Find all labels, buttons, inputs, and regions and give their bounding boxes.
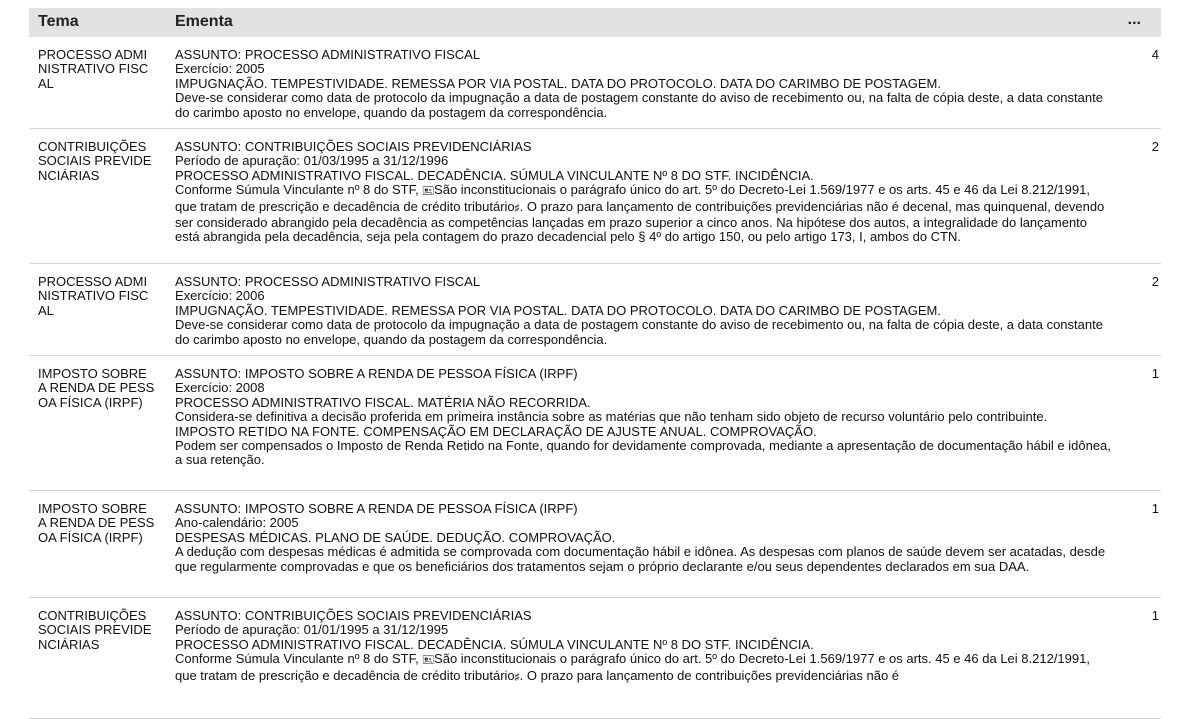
ementa-line: ASSUNTO: CONTRIBUIÇÕES SOCIAIS PREVIDENCIÁRIAS — [175, 608, 532, 623]
ementa-line: PROCESSO ADMINISTRATIVO FISCAL. DECADÊNCIA. SÚMULA VINCULANTE Nº 8 DO STF. INCIDÊNCIA. — [175, 636, 814, 652]
ementa-line: Considera-se definitiva a decisão proferida em primeira instância sobre as matérias que não tenham sido objeto de recurso voluntário pelo contribuinte. — [175, 409, 1048, 425]
table-row[interactable] — [29, 129, 1161, 264]
row-count: 1 — [1151, 501, 1159, 516]
ementa-line: Exercício: 2006 — [175, 288, 265, 304]
ementa-line: ASSUNTO: PROCESSO ADMINISTRATIVO FISCAL — [175, 274, 481, 289]
ementa-line: Período de apuração: 01/03/1995 a 31/12/1996 — [175, 153, 449, 169]
row-count: 2 — [1151, 139, 1159, 154]
table-row[interactable] — [29, 37, 1161, 129]
ementa-line: Ano-calendário: 2005 — [175, 515, 299, 531]
quote-close-icon: ♯ — [514, 671, 520, 683]
ementa-line: IMPUGNAÇÃO. TEMPESTIVIDADE. REMESSA POR VIA POSTAL. DATA DO PROTOCOLO. DATA DO CARIMBO DE POSTAGEM. — [175, 302, 941, 318]
row-tema: CONTRIBUIÇÕES SOCIAIS PREVIDENCIÁRIAS — [38, 608, 152, 652]
ementa-line: A dedução com despesas médicas é admitida se comprovada com documentação hábil e idônea. As despesas com planos de saúde devem ser acatadas, desde que regularmente comprovadas e que os beneficiários dos tratamentos sejam o próprio declarante e/ou seus dependentes declarados em sua DAA. — [175, 544, 1106, 574]
ementa-line: Podem ser compensados o Imposto de Renda Retido na Fonte, quando for devidamente comprovada, mediante a apresentação de documentação hábil e idônea, a sua retenção. — [175, 438, 1111, 468]
row-tema: IMPOSTO SOBRE A RENDA DE PESSOA FÍSICA (IRPF) — [38, 366, 155, 410]
ementa-line: IMPOSTO RETIDO NA FONTE. COMPENSAÇÃO EM DECLARAÇÃO DE AJUSTE ANUAL. COMPROVAÇÃO. — [175, 423, 817, 439]
ementa-paragraph — [175, 652, 1115, 685]
ementa-text: Conforme Súmula Vinculante nº 8 do STF, — [175, 651, 423, 667]
row-ementa — [175, 275, 1115, 347]
row-tema: CONTRIBUIÇÕES SOCIAIS PREVIDENCIÁRIAS — [38, 139, 152, 183]
row-count: 2 — [1151, 274, 1159, 289]
table-header — [29, 8, 1161, 37]
ementa-line: ASSUNTO: CONTRIBUIÇÕES SOCIAIS PREVIDENCIÁRIAS — [175, 139, 532, 154]
ementa-line: Deve-se considerar como data de protocolo da impugnação a data de postagem constante do aviso de recebimento ou, na falta de cópia deste, a data constante do carimbo aposto no envelope, quando da postagem da correspondência. — [175, 90, 1103, 120]
ementa-paragraph — [175, 183, 1115, 245]
ementa-line: PROCESSO ADMINISTRATIVO FISCAL. DECADÊNCIA. SÚMULA VINCULANTE Nº 8 DO STF. INCIDÊNCIA. — [175, 167, 814, 183]
ementa-line: IMPUGNAÇÃO. TEMPESTIVIDADE. REMESSA POR VIA POSTAL. DATA DO PROTOCOLO. DATA DO CARIMBO DE POSTAGEM. — [175, 75, 941, 91]
ementa-line: ASSUNTO: IMPOSTO SOBRE A RENDA DE PESSOA FÍSICA (IRPF) — [175, 501, 578, 516]
row-tema: IMPOSTO SOBRE A RENDA DE PESSOA FÍSICA (IRPF) — [38, 501, 155, 545]
ementa-line: Exercício: 2005 — [175, 61, 265, 77]
ementa-text: Conforme Súmula Vinculante nº 8 do STF, — [175, 182, 423, 198]
ementa-line: Deve-se considerar como data de protocolo da impugnação a data de postagem constante do aviso de recebimento ou, na falta de cópia deste, a data constante do carimbo aposto no envelope, quando da postagem da correspondência. — [175, 317, 1103, 347]
row-tema: PROCESSO ADMINISTRATIVO FISCAL — [38, 274, 149, 318]
row-ementa — [175, 48, 1115, 120]
ementa-line: Período de apuração: 01/01/1995 a 31/12/1995 — [175, 622, 449, 638]
row-ementa — [175, 609, 1115, 685]
ementa-line: ASSUNTO: IMPOSTO SOBRE A RENDA DE PESSOA FÍSICA (IRPF) — [175, 366, 578, 381]
row-count: 1 — [1151, 366, 1159, 381]
table-row[interactable] — [29, 598, 1161, 719]
ementa-line: ASSUNTO: PROCESSO ADMINISTRATIVO FISCAL — [175, 47, 481, 62]
sumula-quote: São inconstitucionais o parágrafo único do art. 5º do Decreto-Lei 1.569/1977 e os arts. 45 e 46 da Lei 8.212/1991, que tratam de prescrição e decadência de crédito tributário — [175, 182, 1090, 214]
row-ementa — [175, 367, 1115, 468]
quote-open-icon: 🖭 — [422, 186, 435, 198]
table-row[interactable] — [29, 264, 1161, 356]
row-count: 1 — [1151, 608, 1159, 623]
ementa-line: Exercício: 2008 — [175, 380, 265, 396]
quote-close-icon: ♯ — [514, 202, 520, 214]
column-more-button[interactable]: ... — [1127, 11, 1141, 28]
jurisprudence-table — [29, 8, 1161, 719]
ementa-line: PROCESSO ADMINISTRATIVO FISCAL. MATÉRIA NÃO RECORRIDA. — [175, 394, 591, 410]
ementa-text: . O prazo para lançamento de contribuições previdenciárias não é decenal, mas quinquenal, devendo ser considerado abrangido pela decadência as competências lançadas em prazo superior a cinco anos. Na hipótese dos autos, a integralidade do lançamento está abrangida pela decadência, seja pela contagem do prazo decadencial pelo § 4º do artigo 150, ou pelo artigo 173, I, ambos do CTN. — [175, 198, 1105, 245]
table-row[interactable] — [29, 491, 1161, 598]
row-count: 4 — [1151, 47, 1159, 62]
column-header-tema[interactable]: Tema — [38, 13, 79, 30]
ementa-text: . O prazo para lançamento de contribuições previdenciárias não é — [519, 667, 900, 683]
ementa-line: DESPESAS MÉDICAS. PLANO DE SAÚDE. DEDUÇÃO. COMPROVAÇÃO. — [175, 529, 616, 545]
quote-open-icon: 🖭 — [422, 655, 435, 667]
row-tema: PROCESSO ADMINISTRATIVO FISCAL — [38, 47, 149, 91]
table-row[interactable] — [29, 356, 1161, 491]
row-ementa — [175, 140, 1115, 245]
sumula-quote: São inconstitucionais o parágrafo único do art. 5º do Decreto-Lei 1.569/1977 e os arts. 45 e 46 da Lei 8.212/1991, que tratam de prescrição e decadência de crédito tributário — [175, 651, 1090, 683]
column-header-ementa[interactable]: Ementa — [175, 13, 233, 30]
row-ementa — [175, 502, 1115, 574]
